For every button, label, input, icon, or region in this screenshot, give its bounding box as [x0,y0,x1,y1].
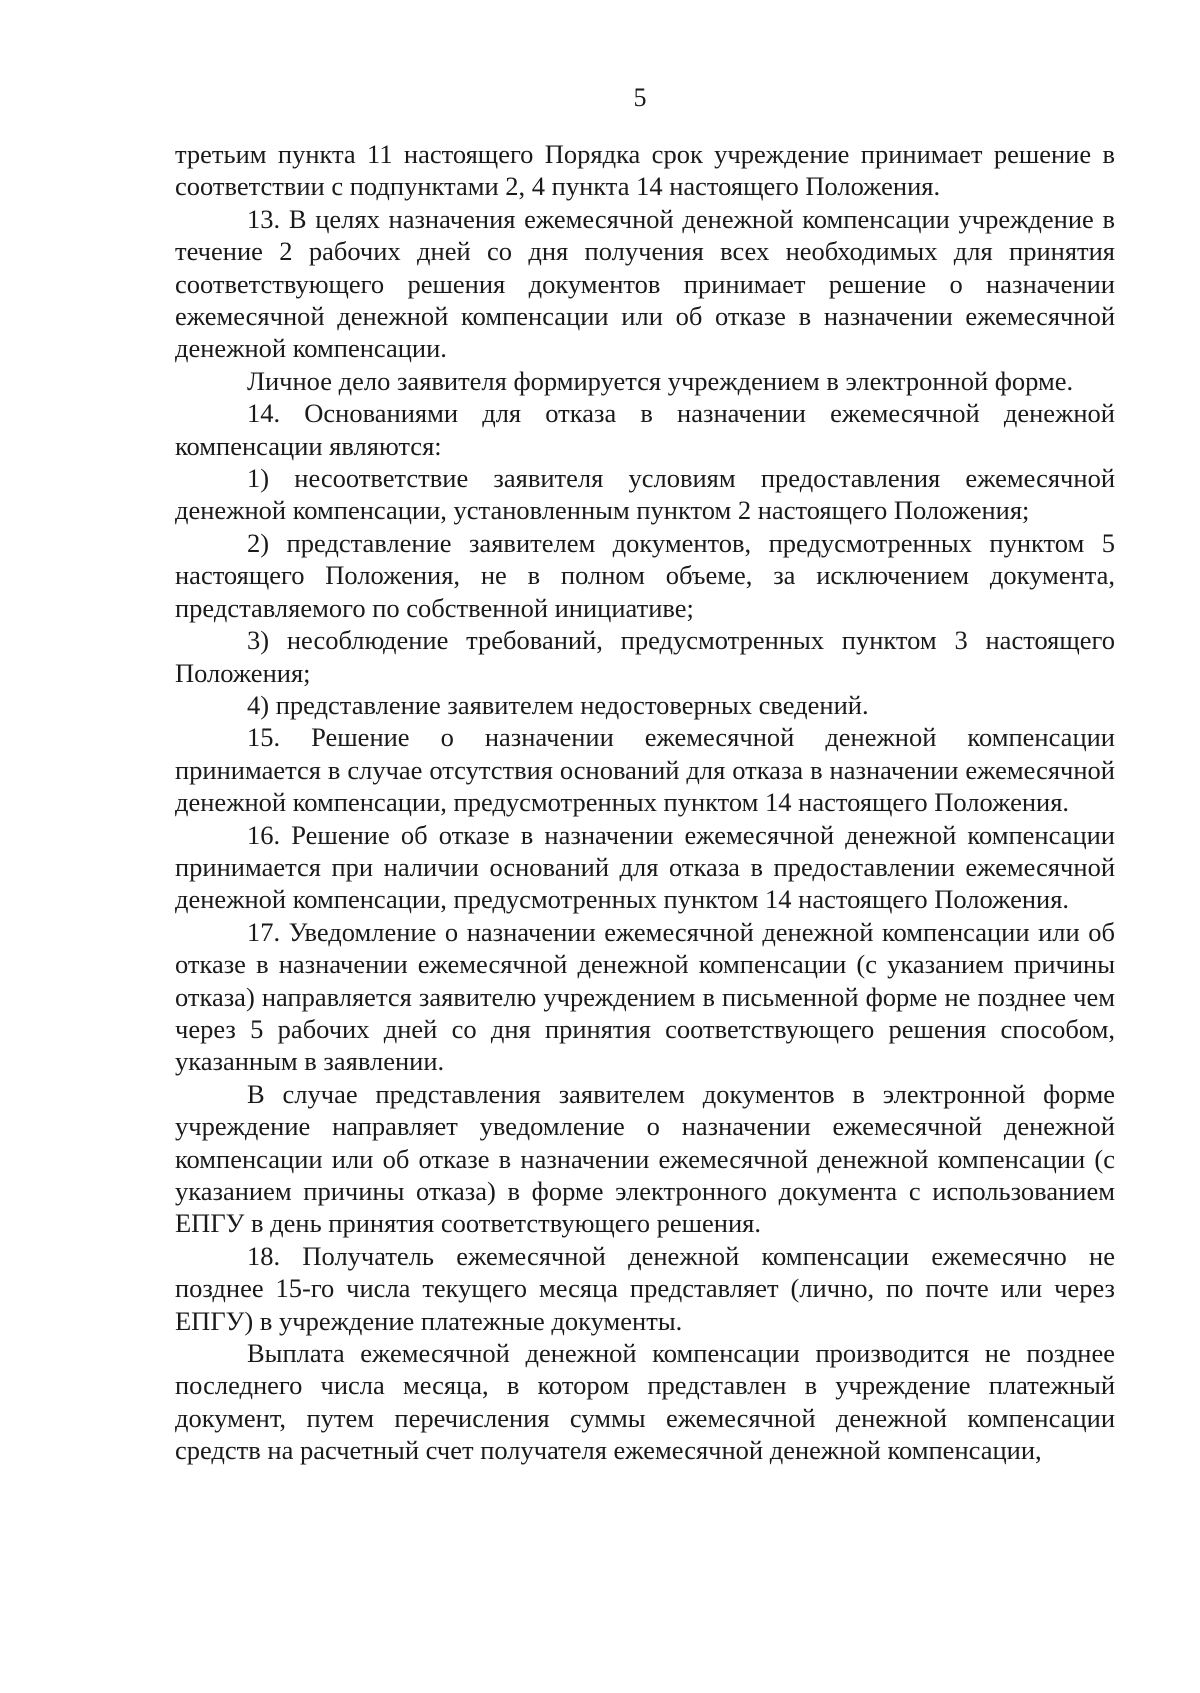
paragraph-item-13: 13. В целях назначения ежемесячной денежной компенсации учреждение в течение 2 рабочих дней со дня получения всех необходимых для принятия соответствующего решения документов принимает решение о назначении ежемесячной денежной компенсации или об отказе в назначении ежемесячной денежной компенсации. [175,203,1115,364]
paragraph-item-16: 16. Решение об отказе в назначении ежемесячной денежной компенсации принимается при наличии оснований для отказа в предоставлении ежемесячной денежной компенсации, предусмотренных пунктом 14 настоящего Положения. [175,819,1115,915]
paragraph-personal-file: Личное дело заявителя формируется учреждением в электронной форме. [247,365,1074,396]
paragraph-continuation: третьим пункта 11 настоящего Порядка срок учреждение принимает решение в соответствии с подпунктами 2, 4 пункта 14 настоящего Положения. [175,139,1115,202]
paragraph-item-18: 18. Получатель ежемесячной денежной компенсации ежемесячно не позднее 15-го числа текущего месяца представляет (лично, по почте или через ЕПГУ) в учреждение платежные документы. [175,1240,1115,1336]
paragraph-item-14-sub-4: 4) представление заявителем недостоверных сведений. [247,689,869,720]
page-number: 5 [633,83,647,112]
paragraph-item-14-sub-3: 3) несоблюдение требований, предусмотренных пунктом 3 настоящего Положения; [175,625,1115,688]
paragraph-item-15: 15. Решение о назначении ежемесячной денежной компенсации принимается в случае отсутствия оснований для отказа в назначении ежемесячной денежной компенсации, предусмотренных пунктом 14 настоящего Положения. [175,722,1115,818]
document-body [175,138,1115,1467]
paragraph-electronic-notice: В случае представления заявителем документов в электронной форме учреждение направляет уведомление о назначении ежемесячной денежной компенсации или об отказе в назначении ежемесячной денежной компенсации (с указанием причины отказа) в форме электронного документа с использованием ЕПГУ в день принятия соответствующего решения. [175,1078,1115,1239]
paragraph-item-14-sub-2: 2) представление заявителем документов, предусмотренных пунктом 5 настоящего Положения, не в полном объеме, за исключением документа, представляемого по собственной инициативе; [175,527,1115,623]
paragraph-item-14: 14. Основаниями для отказа в назначении ежемесячной денежной компенсации являются: [175,398,1115,461]
paragraph-item-17: 17. Уведомление о назначении ежемесячной денежной компенсации или об отказе в назначении ежемесячной денежной компенсации (с указанием причины отказа) направляется заявителю учреждением в письменной форме не позднее чем через 5 рабочих дней со дня принятия соответствующего решения способом, указанным в заявлении. [175,916,1115,1077]
paragraph-payment: Выплата ежемесячной денежной компенсации производится не позднее последнего числа месяца, в котором представлен в учреждение платежный документ, путем перечисления суммы ежемесячной денежной компенсации средств на расчетный счет получателя ежемесячной денежной компенсации, [175,1338,1115,1466]
paragraph-item-14-sub-1: 1) несоответствие заявителя условиям предоставления ежемесячной денежной компенсации, установленным пунктом 2 настоящего Положения; [175,463,1115,526]
